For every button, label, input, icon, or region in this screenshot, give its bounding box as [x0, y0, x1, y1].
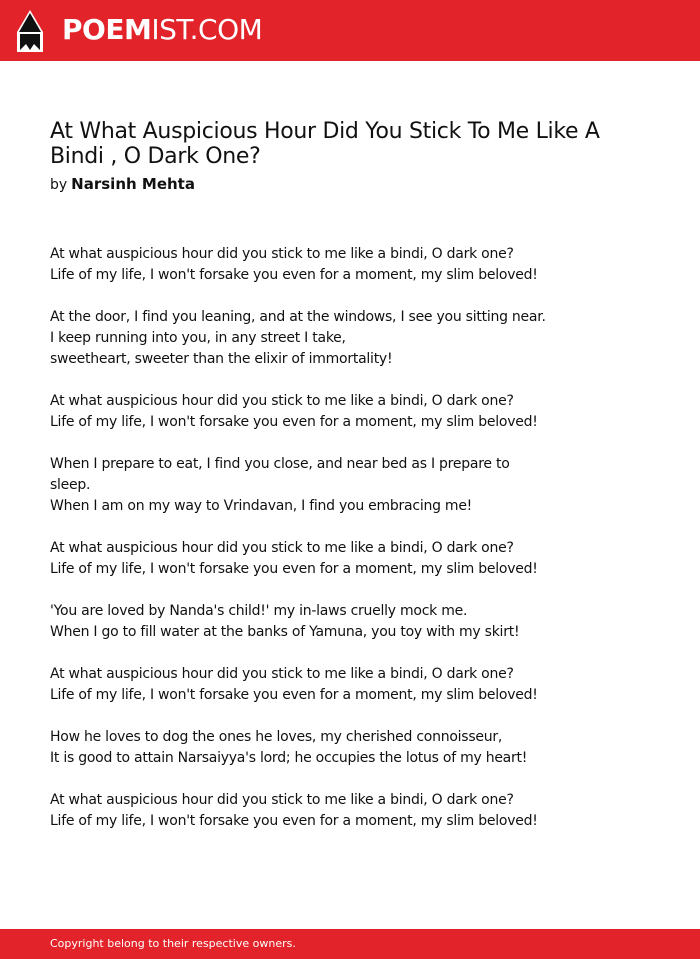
poem-line: When I prepare to eat, I find you close, and near bed as I prepare to sleep.	[50, 456, 510, 493]
poem-line: At what auspicious hour did you stick to me like a bindi, O dark one?	[50, 393, 514, 409]
poem-line: Life of my life, I won't forsake you even for a moment, my slim beloved!	[50, 414, 538, 430]
poem-line: At what auspicious hour did you stick to me like a bindi, O dark one?	[50, 246, 514, 262]
poem-line: Life of my life, I won't forsake you even for a moment, my slim beloved!	[50, 561, 538, 577]
poem-title: At What Auspicious Hour Did You Stick To Me Like A Bindi , O Dark One?	[50, 119, 600, 169]
copyright-notice: Copyright belong to their respective owners.	[50, 937, 296, 950]
poem-line: At what auspicious hour did you stick to me like a bindi, O dark one?	[50, 540, 514, 556]
logo-bold-text: POEM	[62, 13, 152, 46]
stanza	[50, 307, 550, 370]
stanza	[50, 391, 550, 433]
site-logo[interactable]	[62, 13, 262, 47]
poem-body	[50, 244, 550, 853]
stanza	[50, 538, 550, 580]
stanza	[50, 601, 550, 643]
site-header	[0, 0, 700, 61]
poem-line: sweetheart, sweeter than the elixir of immortality!	[50, 351, 393, 367]
poem-line: At what auspicious hour did you stick to me like a bindi, O dark one?	[50, 792, 514, 808]
poem-line: When I am on my way to Vrindavan, I find you embracing me!	[50, 498, 473, 514]
poem-line: 'You are loved by Nanda's child!' my in-laws cruelly mock me.	[50, 603, 468, 619]
poem-line: When I go to fill water at the banks of Yamuna, you toy with my skirt!	[50, 624, 520, 640]
stanza	[50, 727, 550, 769]
poem-line: Life of my life, I won't forsake you even for a moment, my slim beloved!	[50, 687, 538, 703]
poem-line: At what auspicious hour did you stick to me like a bindi, O dark one?	[50, 666, 514, 682]
site-footer	[0, 929, 700, 959]
by-label: by	[50, 177, 68, 193]
stanza	[50, 790, 550, 832]
author-name: Narsinh Mehta	[71, 175, 195, 193]
logo-light-text: IST.COM	[151, 13, 263, 46]
poem-line: It is good to attain Narsaiyya's lord; he occupies the lotus of my heart!	[50, 750, 528, 766]
poem-line: At the door, I find you leaning, and at the windows, I see you sitting near.	[50, 309, 546, 325]
byline	[50, 174, 195, 195]
poem-line: How he loves to dog the ones he loves, my cherished connoisseur,	[50, 729, 503, 745]
stanza	[50, 244, 550, 286]
poem-line: Life of my life, I won't forsake you even for a moment, my slim beloved!	[50, 267, 538, 283]
stanza	[50, 664, 550, 706]
poem-line: I keep running into you, in any street I take,	[50, 330, 346, 346]
poem-line: Life of my life, I won't forsake you even for a moment, my slim beloved!	[50, 813, 538, 829]
pencil-icon[interactable]	[17, 10, 43, 52]
stanza	[50, 454, 550, 517]
